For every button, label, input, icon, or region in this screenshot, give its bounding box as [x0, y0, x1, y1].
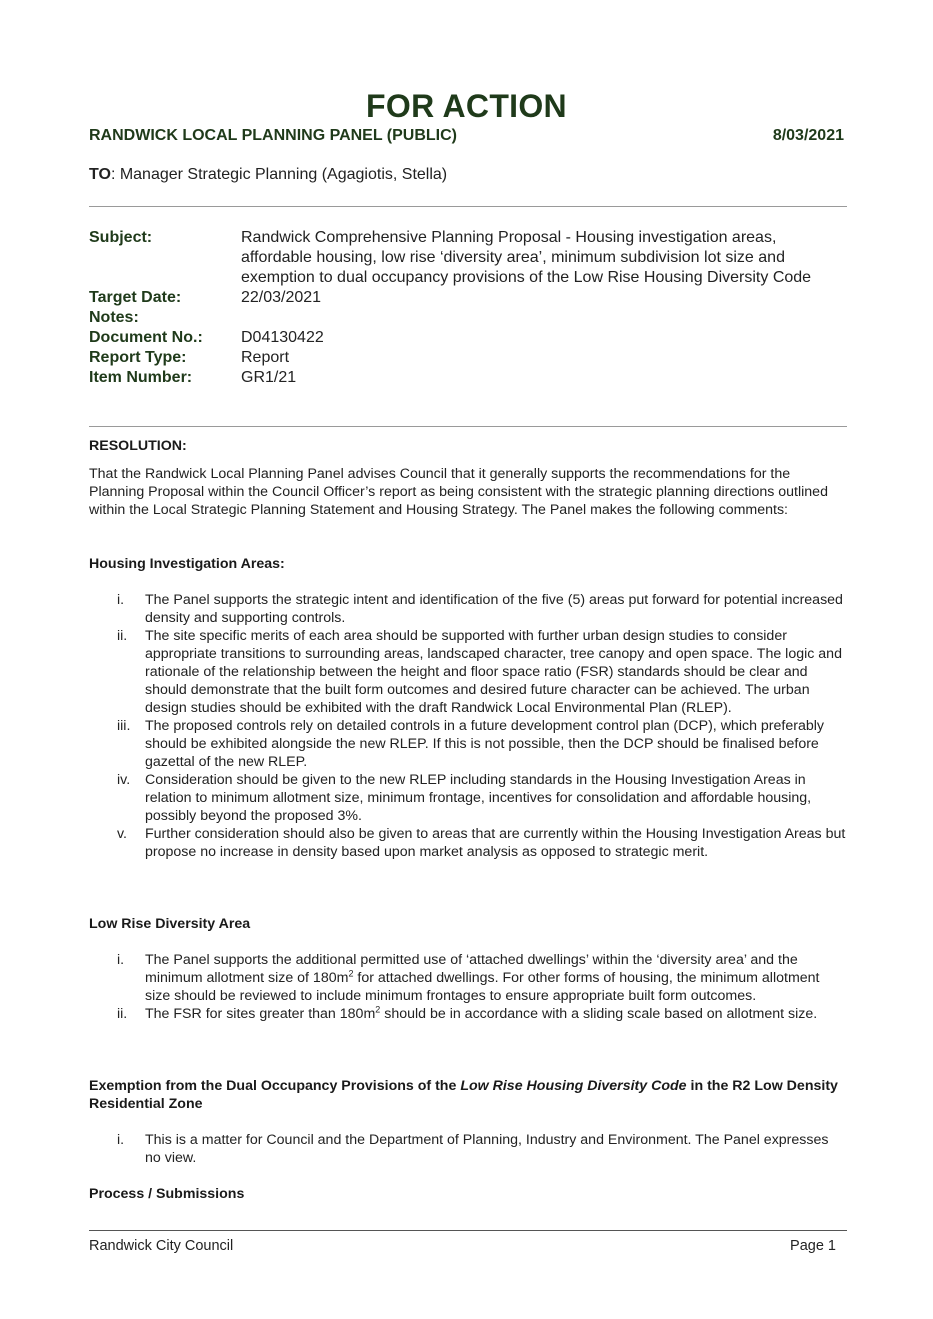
list-item: v. Further consideration should also be given to areas that are currently within the Housing Investigation Areas but propose no increase in density based upon market analysis as opposed to strategic merit.	[117, 826, 846, 860]
notes-value	[241, 308, 849, 328]
metadata-block	[89, 228, 849, 388]
page-title: FOR ACTION	[366, 88, 567, 124]
footer-organisation: Randwick City Council	[89, 1238, 234, 1254]
list-item: iv. Consideration should be given to the new RLEP including standards in the Housing Investigation Areas in relation to minimum allotment size, minimum frontage, incentives for consolidation and affordable housing, possibly beyond the proposed 3%.	[117, 772, 812, 824]
to-label: TO	[89, 166, 111, 183]
resolution-heading: RESOLUTION:	[89, 438, 187, 454]
housing-heading: Housing Investigation Areas:	[89, 556, 285, 572]
exemption-section	[89, 1077, 847, 1167]
report-type-value: Report	[241, 349, 290, 366]
subject-row	[89, 228, 849, 288]
meeting-date: 8/03/2021	[772, 127, 844, 144]
low-rise-section	[89, 915, 847, 1023]
list-item: iii. The proposed controls rely on detailed controls in a future development control plan (DCP), which preferably should be exhibited alongside the new RLEP. If this is not possible, then the DCP should be finalised before gazettal of the new RLEP.	[117, 718, 824, 770]
notes-label: Notes:	[89, 309, 139, 326]
exemption-list	[89, 1131, 847, 1167]
subject-value: Randwick Comprehensive Planning Proposal - Housing investigation areas, affordable housing, low rise ‘diversity area’, minimum subdivision lot size and exemption to dual occupancy provisions of the Low Rise Housing Diversity Code	[241, 229, 812, 286]
low-rise-list	[89, 951, 847, 1023]
panel-name: RANDWICK LOCAL PLANNING PANEL (PUBLIC)	[89, 127, 457, 144]
list-item: i. The Panel supports the strategic intent and identification of the five (5) areas put forward for potential increased density and supporting controls.	[117, 592, 843, 626]
list-item: ii. The FSR for sites greater than $180m^2$ should be in accordance with a sliding scale based on allotment size.	[117, 1004, 818, 1022]
target-date-row	[89, 288, 849, 308]
process-section	[89, 1185, 847, 1203]
notes-row	[89, 308, 849, 328]
page-number: Page 1	[790, 1238, 836, 1254]
report-type-label: Report Type:	[89, 349, 187, 366]
low-rise-heading: Low Rise Diversity Area	[89, 916, 251, 932]
document-number-label: Document No.:	[89, 329, 203, 346]
recipient-line	[89, 166, 447, 184]
target-date-label: Target Date:	[89, 289, 182, 306]
divider-mid	[89, 426, 847, 427]
item-number-value: GR1/21	[241, 369, 297, 386]
item-number-label: Item Number:	[89, 369, 193, 386]
panel-heading	[89, 127, 844, 147]
document-number-value: D04130422	[241, 329, 324, 346]
resolution-section	[89, 437, 847, 519]
list-item: i. This is a matter for Council and the Department of Planning, Industry and Environment. The Panel expresses no view.	[117, 1132, 829, 1166]
to-value: : Manager Strategic Planning (Agagiotis, Stella)	[110, 166, 448, 183]
item-number-row	[89, 368, 849, 388]
list-item: i. The Panel supports the additional permitted use of ‘attached dwellings’ within the ‘diversity area’ and the minimum allotment size of $180m^2$ for attached dwellings. For other forms of housing, the minimum allotment size should be reviewed to include minimum frontages to ensure appropriate built form outcomes.	[117, 952, 820, 1004]
subject-label: Subject:	[89, 229, 153, 246]
housing-list	[89, 591, 847, 861]
target-date-value: 22/03/2021	[241, 289, 322, 306]
footer-divider	[89, 1230, 847, 1231]
report-type-row	[89, 348, 849, 368]
housing-investigation-section	[89, 555, 847, 861]
list-item: ii. The site specific merits of each area should be supported with further urban design studies to consider appropriate transitions to surrounding areas, landscaped character, tree canopy and open space. The logic and rationale of the relationship between the height and floor space ratio (FSR) standards should be clear and should demonstrate that the built form outcomes and desired future character can be achieved. The urban design studies should be exhibited with the draft Randwick Local Environmental Plan (RLEP).	[117, 628, 842, 716]
resolution-text: That the Randwick Local Planning Panel advises Council that it generally supports the recommendations for the Planning Proposal within the Council Officer’s report as being consistent with the strategic planning directions outlined within the Local Strategic Planning Statement and Housing Strategy. The Panel makes the following comments:	[89, 466, 828, 518]
process-heading: Process / Submissions	[89, 1186, 245, 1202]
exemption-heading: Exemption from the Dual Occupancy Provisions of the Low Rise Housing Diversity Code in the R2 Low Density Residential Zone	[89, 1078, 838, 1112]
document-number-row	[89, 328, 849, 348]
divider-top	[89, 206, 847, 207]
